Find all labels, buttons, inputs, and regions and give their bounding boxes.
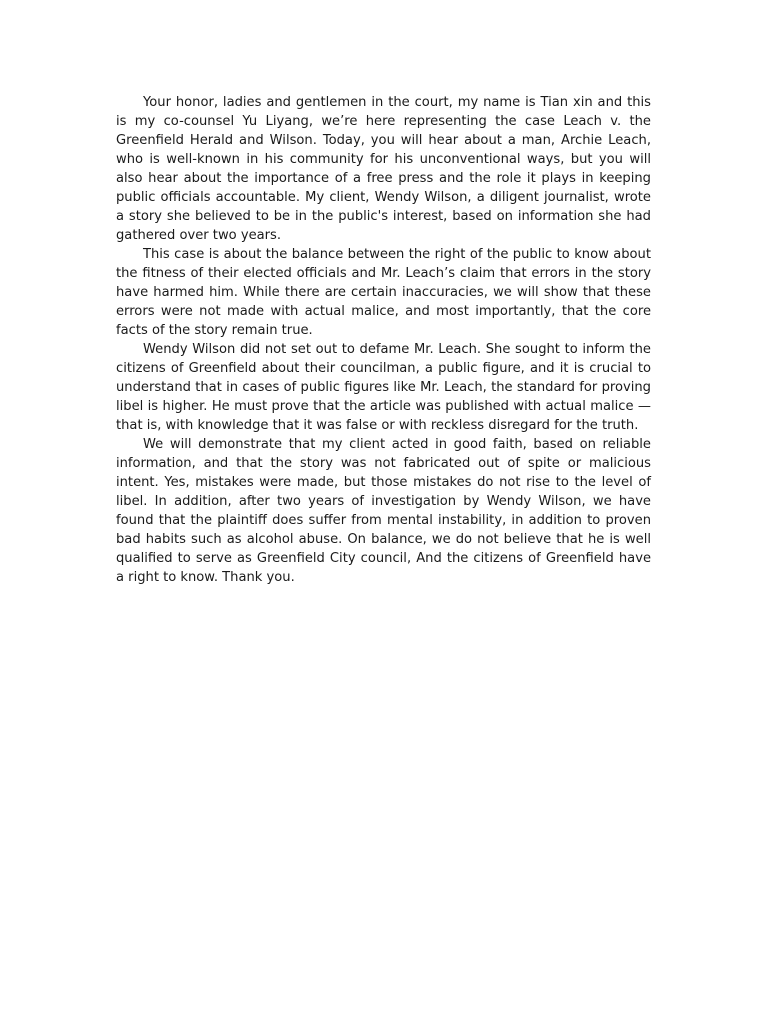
document-body [116, 93, 651, 587]
paragraph-balance: This case is about the balance between the right of the public to know about the fitness of their elected officials and Mr. Leach’s claim that errors in the story have harmed him. While there are certain inaccuracies, we will show that these errors were not made with actual malice, and most importantly, that the core facts of the story remain true. [116, 247, 651, 338]
paragraph-closing: We will demonstrate that my client acted in good faith, based on reliable information, and that the story was not fabricated out of spite or malicious intent. Yes, mistakes were made, but those mistakes do not rise to the level of libel. In addition, after two years of investigation by Wendy Wilson, we have found that the plaintiff does suffer from mental instability, in addition to proven bad habits such as alcohol abuse. On balance, we do not believe that he is well qualified to serve as Greenfield City council, And the citizens of Greenfield have a right to know. Thank you. [116, 437, 651, 585]
paragraph-opening: Your honor, ladies and gentlemen in the court, my name is Tian xin and this is my co-counsel Yu Liyang, we’re here representing the case Leach v. the Greenfield Herald and Wilson. Today, you will hear about a man, Archie Leach, who is well-known in his community for his unconventional ways, but you will also hear about the importance of a free press and the role it plays in keeping public officials accountable. My client, Wendy Wilson, a diligent journalist, wrote a story she believed to be in the public's interest, based on information she had gathered over two years. [116, 95, 651, 243]
paragraph-malice-standard: Wendy Wilson did not set out to defame Mr. Leach. She sought to inform the citizens of Greenfield about their councilman, a public figure, and it is crucial to understand that in cases of public figures like Mr. Leach, the standard for proving libel is higher. He must prove that the article was published with actual malice — that is, with knowledge that it was false or with reckless disregard for the truth. [116, 342, 651, 433]
